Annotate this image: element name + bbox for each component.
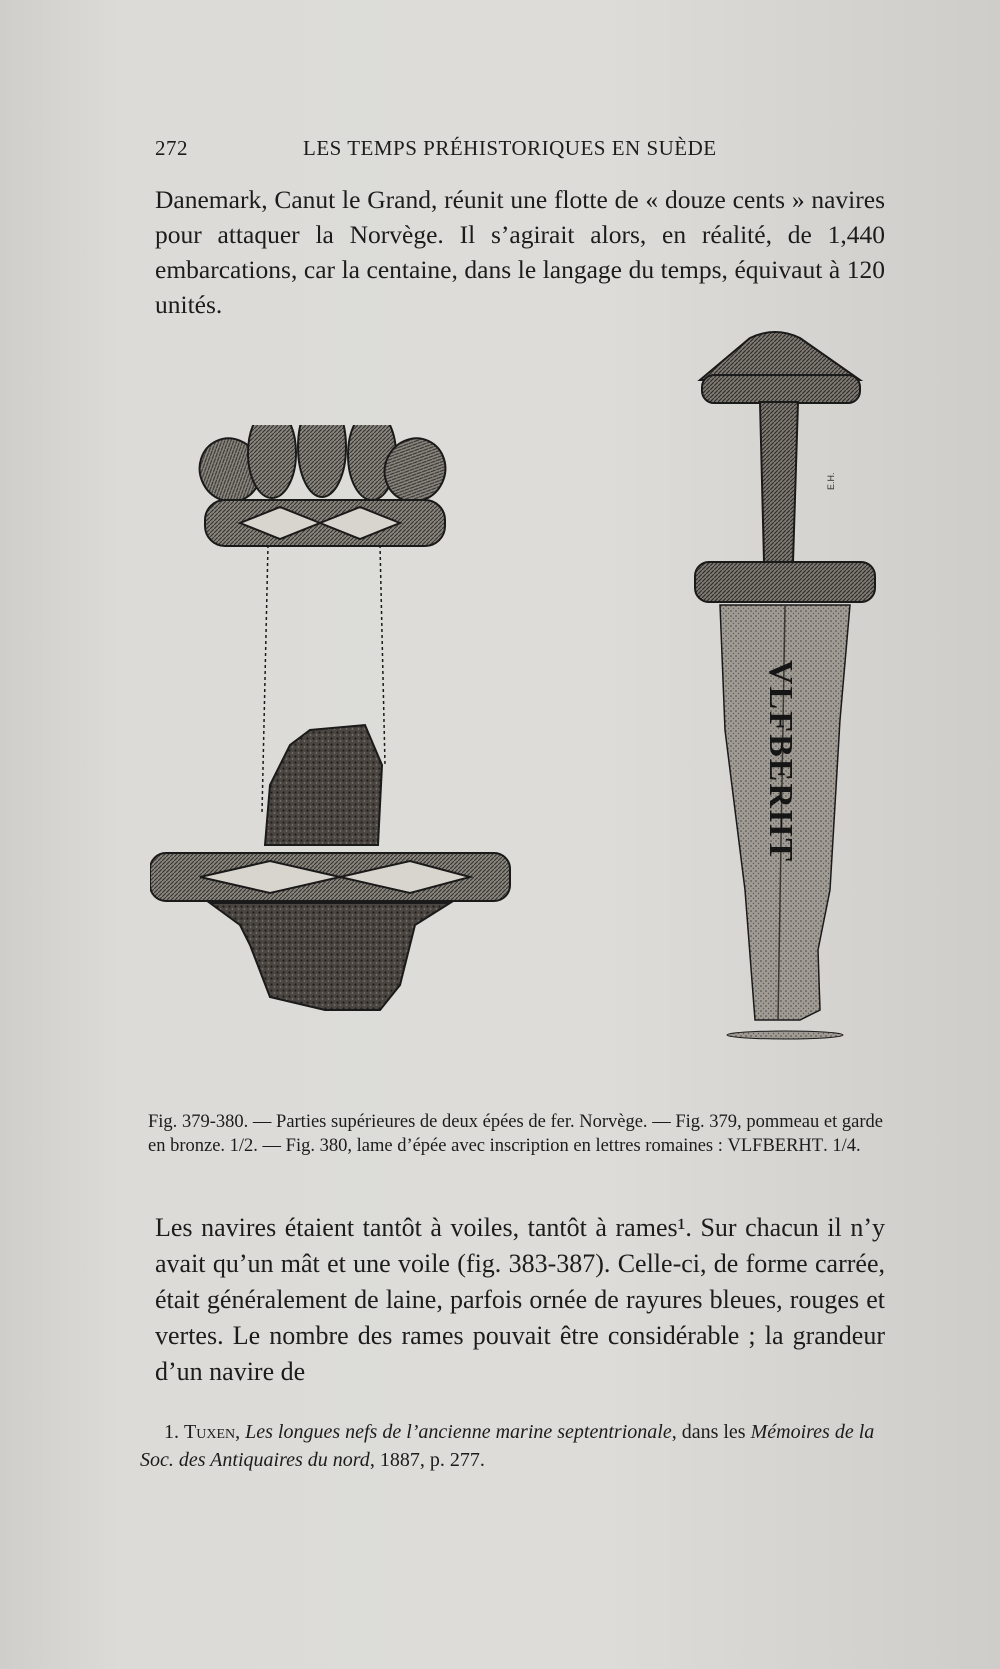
footnote-end: , 1887, p. 277. <box>369 1449 485 1471</box>
upper-guard <box>205 500 445 546</box>
footnote-journal: Mémoires de la Soc. des Antiquaires du nord <box>140 1421 875 1471</box>
caption-inscription: VLFBERHT <box>727 1136 824 1156</box>
footnote: 1. Tuxen, Les longues nefs de l’ancienne marine septentrionale, dans les Mémoires de la Soc. des Antiquaires du nord, 1887, p. 277. <box>140 1421 875 1471</box>
pommel-lobes <box>189 425 455 512</box>
footnote-author: Tuxen <box>184 1421 236 1443</box>
caption-scale: . 1/4. <box>823 1136 861 1156</box>
body-paragraph-2: Les navires étaient tantôt à voiles, tantôt à rames¹. Sur chacun il n’y avait qu’un mât et une voile (fig. 383-387). Celle-ci, de forme carrée, était généralement de laine, parfois ornée de rayures bleues, rouges et vertes. Le nombre des rames pouvait être considérable ; la grandeur d’un navire de <box>155 1213 885 1386</box>
caption-text: Fig. 379-380. — Parties supérieures de deux épées de fer. Norvège. — Fig. 379, pommeau et garde en bronze. 1/2. — Fig. 380, lame d’épée avec inscription en lettres romaines : <box>148 1112 883 1156</box>
figure-caption <box>148 1110 883 1158</box>
running-title: LES TEMPS PRÉHISTORIQUES EN SUÈDE <box>303 136 717 160</box>
sword-hilt-illustration <box>150 425 550 1085</box>
sword-blade-illustration <box>690 330 890 1110</box>
page-number: 272 <box>155 136 188 160</box>
body-paragraph-1: Danemark, Canut le Grand, réunit une flotte de « douze cents » navires pour attaquer la Norvège. Il s’agirait alors, en réalité, de 1,440 embarcations, car la centaine, dans le langage du temps, équivaut à 120 unités. <box>155 185 885 319</box>
blade-inscription: VLFBERHT <box>762 660 799 864</box>
engraver-signature: E.H. <box>826 472 836 490</box>
footnote-middle: , dans les <box>671 1421 751 1443</box>
lower-guard <box>150 853 510 901</box>
footnote-number: 1. <box>164 1421 179 1443</box>
footnote-title: Les longues nefs de l’ancienne marine septentrionale <box>245 1421 672 1443</box>
